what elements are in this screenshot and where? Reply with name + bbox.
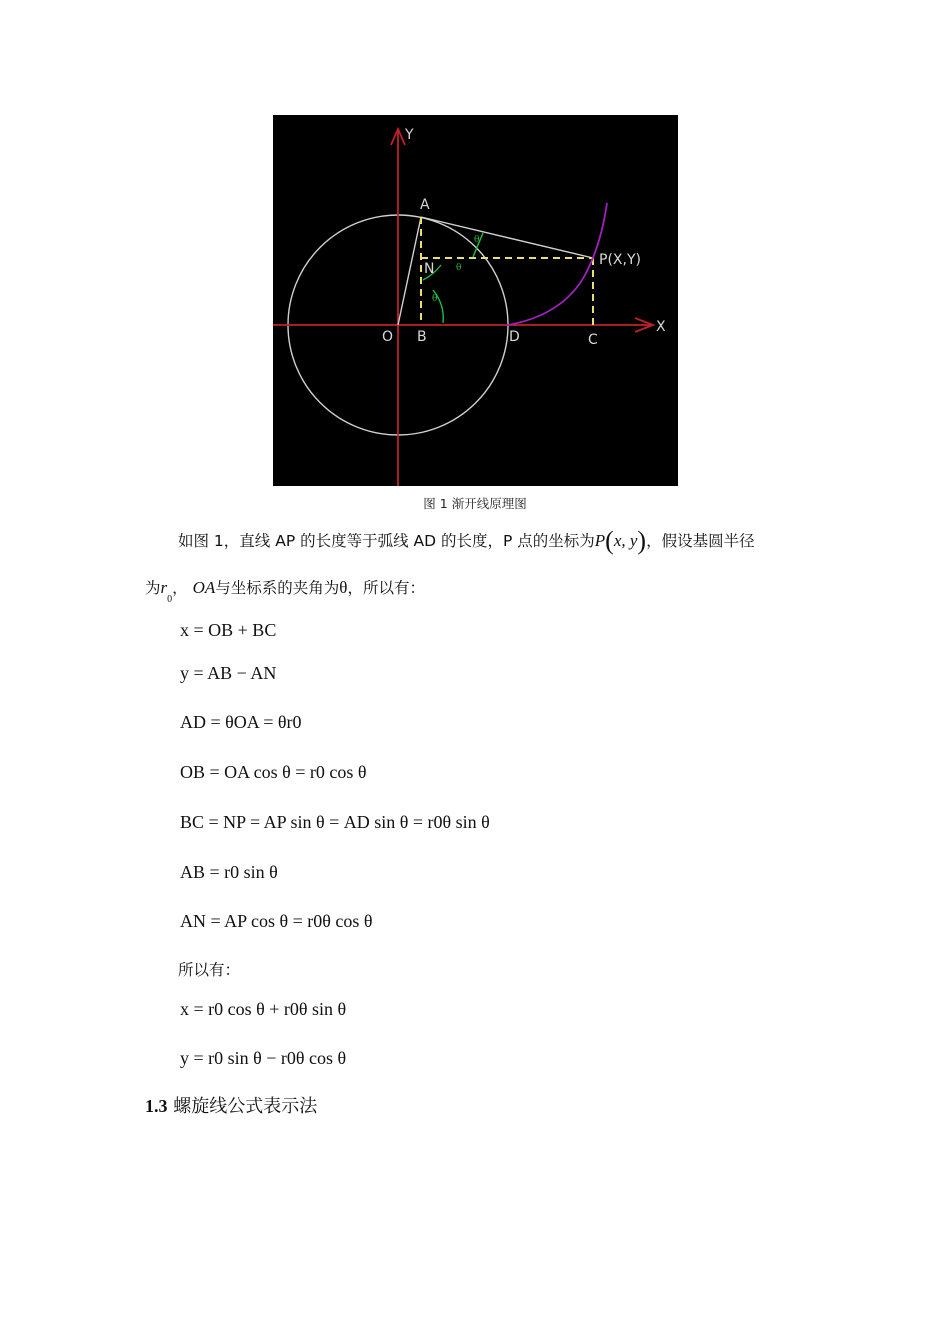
paragraph-line-2-tail: ，所以有： — [347, 579, 425, 597]
paren-close: ) — [637, 526, 647, 555]
involute-diagram — [273, 115, 678, 486]
label-n: N — [424, 261, 435, 277]
so-label: 所以有： — [178, 961, 241, 979]
label-theta-1: θ — [456, 263, 462, 273]
equation-3: AD = θOA = θr0 — [180, 712, 302, 732]
section-number: 1.3 — [145, 1096, 168, 1116]
equation-4: OB = OA cos θ = r0 cos θ — [180, 762, 367, 782]
point-p-coords: x, y — [613, 531, 638, 550]
equation-5: BC = NP = AP sin θ = AD sin θ = r0θ sin θ — [180, 812, 490, 832]
equation-1: x = OB + BC — [180, 620, 277, 640]
radius-symbol: r — [160, 578, 168, 597]
label-x: X — [656, 319, 666, 335]
figure-caption: 图 1 渐开线原理图 — [423, 496, 527, 511]
label-d: D — [509, 329, 520, 345]
label-theta-2: θ — [432, 294, 438, 304]
paragraph-line-2-mid: 与坐标系的夹角为 — [215, 579, 340, 597]
label-b: B — [417, 329, 427, 345]
label-p: P(X,Y) — [599, 252, 641, 268]
radius-subscript: 0 — [167, 594, 173, 605]
label-a: A — [420, 197, 430, 213]
figure-background — [273, 115, 678, 486]
point-p-symbol: P — [594, 531, 606, 550]
label-theta-3: θ — [474, 235, 480, 245]
label-o: O — [382, 329, 394, 345]
section-heading — [145, 1092, 317, 1118]
theta-symbol: θ — [339, 578, 348, 597]
label-y: Y — [405, 127, 414, 143]
paragraph-line-2 — [145, 576, 425, 605]
paren-open: ( — [605, 526, 614, 555]
result-x: x = r0 cos θ + r0θ sin θ — [180, 999, 347, 1019]
paragraph-line-2-head: 为 — [145, 579, 161, 597]
paragraph-line-1 — [178, 526, 755, 556]
paragraph-line-1-tail: ，假设基圆半径 — [646, 532, 755, 550]
label-c: C — [588, 332, 598, 348]
equation-7: AN = AP cos θ = r0θ cos θ — [180, 911, 373, 931]
equation-6: AB = r0 sin θ — [180, 862, 278, 882]
oa-symbol: OA — [192, 578, 216, 597]
result-y: y = r0 sin θ − r0θ cos θ — [180, 1048, 347, 1068]
paragraph-line-2-sep: ， — [172, 579, 188, 597]
equation-2: y = AB − AN — [180, 663, 277, 683]
section-title: 螺旋线公式表示法 — [173, 1096, 318, 1117]
involute-figure — [273, 115, 678, 486]
paragraph-line-1-text: 如图 1，直线 AP 的长度等于弧线 AD 的长度，P 点的坐标为 — [178, 532, 595, 550]
